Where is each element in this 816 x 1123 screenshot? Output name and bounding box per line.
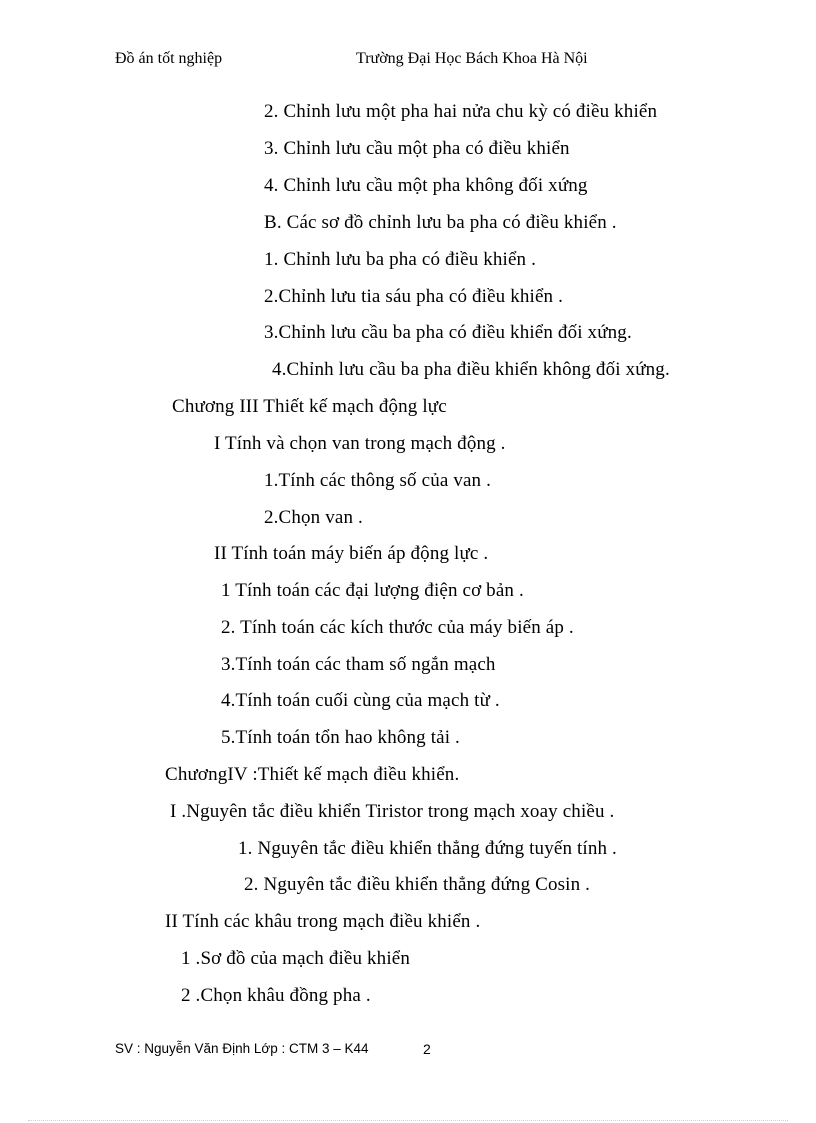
toc-line: 1.Tính các thông số của van . [264, 470, 492, 491]
toc-line: 1 Tính toán các đại lượng điện cơ bản . [221, 580, 524, 601]
toc-line: 4.Chỉnh lưu cầu ba pha điều khiển không đối xứng. [272, 359, 670, 380]
page-bottom-divider [28, 1120, 788, 1121]
toc-line: 2. Nguyên tắc điều khiển thẳng đứng Cosin . [244, 874, 591, 895]
toc-line: 4.Tính toán cuối cùng của mạch từ . [221, 690, 500, 711]
toc-line: 3.Chỉnh lưu cầu ba pha có điều khiển đối xứng. [264, 322, 632, 343]
toc-section-heading: II Tính toán máy biến áp động lực . [214, 543, 489, 564]
header-document-type: Đồ án tốt nghiệp [115, 50, 223, 67]
footer-student-info: SV : Nguyễn Văn Định Lớp : CTM 3 – K44 [115, 1041, 369, 1056]
toc-section-heading: II Tính các khâu trong mạch điều khiển . [165, 911, 481, 932]
toc-line: 3. Chỉnh lưu cầu một pha có điều khiển [264, 138, 570, 159]
toc-line: 5.Tính toán tổn hao không tải . [221, 727, 460, 748]
toc-section-heading: I Tính và chọn van trong mạch động . [214, 433, 506, 454]
toc-line: 1. Chỉnh lưu ba pha có điều khiển . [264, 249, 537, 270]
toc-line: 2. Chỉnh lưu một pha hai nửa chu kỳ có điều khiển [264, 101, 658, 122]
toc-line: B. Các sơ đồ chỉnh lưu ba pha có điều khiển . [264, 212, 617, 233]
toc-line: 2.Chỉnh lưu tia sáu pha có điều khiển . [264, 286, 563, 307]
toc-line: 2 .Chọn khâu đồng pha . [181, 985, 371, 1006]
header-university: Trường Đại Học Bách Khoa Hà Nội [356, 50, 588, 67]
page-number: 2 [423, 1041, 431, 1057]
toc-line: 1 .Sơ đồ của mạch điều khiển [181, 948, 410, 969]
toc-chapter-heading: ChươngIV :Thiết kế mạch điều khiển. [165, 764, 460, 785]
toc-chapter-heading: Chương III Thiết kế mạch động lực [172, 396, 447, 417]
toc-line: 4. Chỉnh lưu cầu một pha không đối xứng [264, 175, 588, 196]
toc-line: 3.Tính toán các tham số ngắn mạch [221, 654, 496, 675]
toc-line: 2. Tính toán các kích thước của máy biến áp . [221, 617, 574, 638]
toc-section-heading: I .Nguyên tắc điều khiển Tiristor trong mạch xoay chiều . [170, 801, 615, 822]
toc-line: 2.Chọn van . [264, 507, 363, 528]
toc-line: 1. Nguyên tắc điều khiển thẳng đứng tuyến tính . [238, 838, 617, 859]
